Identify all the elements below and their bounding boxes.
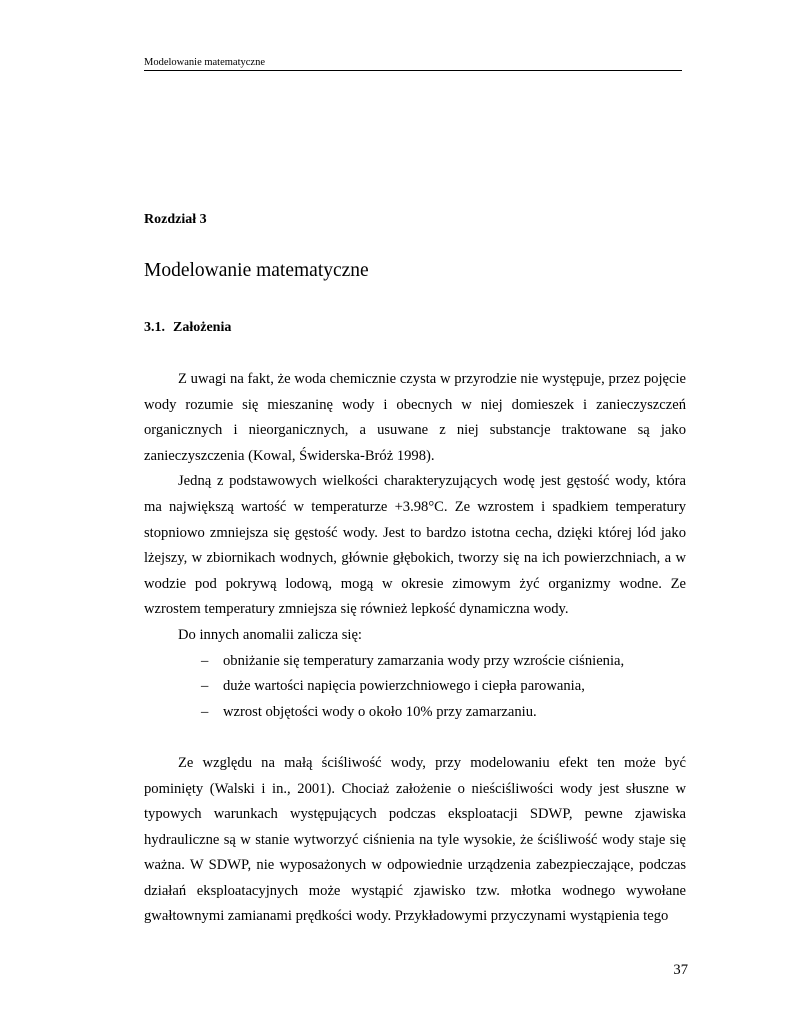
anomalies-list [144,649,686,726]
list-item [144,700,686,726]
list-item-text: duże wartości napięcia powierzchniowego i ciepła parowania, [223,678,585,695]
list-item [144,649,686,675]
running-header: Modelowanie matematyczne [144,57,682,71]
paragraph-1: Z uwagi na fakt, że woda chemicznie czysta w przyrodzie nie występuje, przez pojęcie wody rozumie się mieszaninę wody i obecnych w niej domieszek i zanieczyszczeń organicznych i nieorganicznych, a usuwane z niej substancje traktowane są jako zanieczyszczenia (Kowal, Świderska-Bróż 1998). [144,371,686,464]
dash-marker: – [201,678,209,695]
section-title: Założenia [173,320,232,335]
section-heading [144,320,231,336]
paragraph-4: Ze względu na małą ściśliwość wody, przy modelowaniu efekt ten może być pominięty (Walski i in., 2001). Chociaż założenie o nieściśliwości wody jest słuszne w typowych warunkach występujących podczas eksploatacji SDWP, pewne zjawiska hydrauliczne są w stanie wytworzyć ciśnienia na tyle wysokie, że ściśliwość wody staje się ważna. W SDWP, nie wyposażonych w odpowiednie urządzenia zabezpieczające, podczas działań eksploatacyjnych może wystąpić zjawisko tzw. młotka wodnego wywołane gwałtownymi zamianami prędkości wody. Przykładowymi przyczynami wystąpienia tego [144,754,686,925]
paragraph-3: Do innych anomalii zalicza się: [178,626,362,643]
chapter-title: Modelowanie matematyczne [144,260,369,281]
list-item-text: obniżanie się temperatury zamarzania wody przy wzroście ciśnienia, [223,652,625,669]
dash-marker: – [201,652,209,669]
list-item [144,674,686,700]
section-number: 3.1. [144,320,165,335]
chapter-label: Rozdział 3 [144,212,207,227]
paragraph-2: Jedną z podstawowych wielkości charakteryzujących wodę jest gęstość wody, która ma największą wartość w temperaturze +3.98°C. Ze wzrostem i spadkiem temperatury stopniowo zmniejsza się gęstość wody. Jest to bardzo istotna cecha, dzięki której lód jako lżejszy, w zbiornikach wodnych, głównie głębokich, tworzy się na ich powierzchniach, a w wodzie pod pokrywą lodową, mogą w okresie zimowym żyć organizmy wodne. Ze wzrostem temperatury zmniejsza się również lepkość dynamiczna wody. [144,473,686,618]
dash-marker: – [201,703,209,720]
list-item-text: wzrost objętości wody o około 10% przy zamarzaniu. [223,703,537,720]
body-text [144,367,686,930]
page-number: 37 [673,962,688,978]
